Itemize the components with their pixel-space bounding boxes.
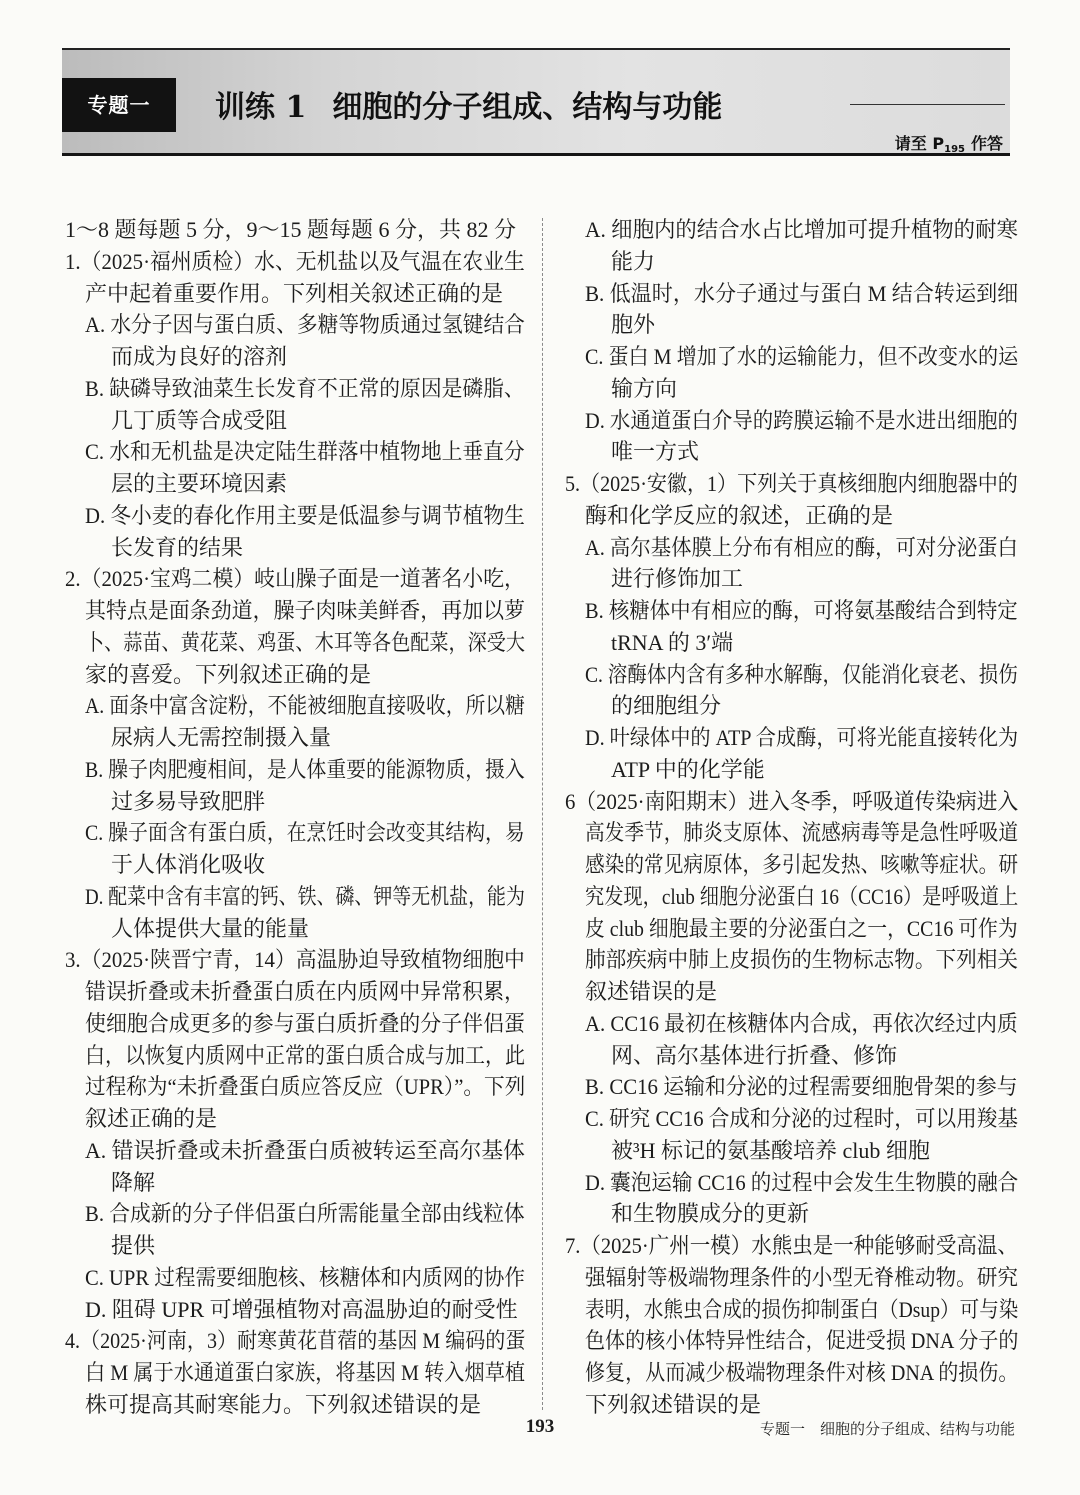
question-4-option-A-line: 能力: [611, 248, 656, 274]
question-6-stem-line: 究发现，club 细胞分泌蛋白 16（CC16）是呼吸道上: [585, 883, 1019, 909]
question-5-option-A-line: 进行修饰加工: [611, 566, 744, 592]
question-3-option-B-line: B. 合成新的分子伴侣蛋白所需能量全部由线粒体: [85, 1201, 525, 1227]
question-6-option-B-line: B. CC16 运输和分泌的过程需要细胞骨架的参与: [585, 1074, 1018, 1100]
question-6-stem-line: 感染的常见病原体，多引起发热、咳嗽等症状。研: [585, 852, 1019, 877]
question-3-option-C-line: C. UPR 过程需要细胞核、核糖体和内质网的协作: [85, 1264, 525, 1290]
question-6-stem-line: 肺部疾病中肺上皮损伤的生物标志物。下列相关: [585, 947, 1019, 973]
question-5-option-D-line: ATP 中的化学能: [611, 756, 765, 782]
question-7-stem-line: 7.（2025·广州一模）水熊虫是一种能够耐受高温、: [565, 1233, 1018, 1258]
question-4-option-D-line: 唯一方式: [611, 439, 700, 465]
question-7-stem-line: 修复，从而减少极端物理条件对核 DNA 的损伤。: [585, 1360, 1019, 1385]
answer-ref-prefix: 请至 P: [894, 134, 945, 153]
question-2-stem-line: 家的喜爱。下列叙述正确的是: [85, 661, 372, 687]
header-rule-line: [850, 104, 1005, 105]
column-divider: [542, 218, 543, 1410]
question-2-stem-line: 其特点是面条劲道，臊子肉味美鲜香，再加以萝: [85, 598, 526, 623]
question-4-option-B-line: B. 低温时，水分子通过与蛋白 M 结合转运到细: [585, 280, 1019, 306]
question-4-stem-line: 4.（2025·河南，3）耐寒黄花苜蓿的基因 M 编码的蛋: [65, 1328, 526, 1354]
question-3-option-B-line: 提供: [111, 1233, 156, 1258]
question-5-stem-line: 酶和化学反应的叙述，正确的是: [585, 502, 894, 528]
question-1-option-D-line: 长发育的结果: [111, 534, 244, 560]
question-6-option-D-line: 和生物膜成分的更新: [611, 1201, 810, 1227]
question-7-stem-line: 强辐射等极端物理条件的小型无脊椎动物。研究: [585, 1264, 1019, 1290]
question-1-option-C-line: 层的主要环境因素: [111, 471, 288, 496]
question-6-stem-line: 叙述错误的是: [585, 979, 718, 1004]
question-3-stem-line: 3.（2025·陕晋宁青，14）高温胁迫导致植物细胞中: [65, 947, 525, 973]
question-5-option-B-line: B. 核糖体中有相应的酶，可将氨基酸结合到特定: [585, 598, 1018, 623]
question-6-stem-line: 6（2025·南阳期末）进入冬季，呼吸道传染病进入: [565, 788, 1019, 814]
question-7-stem-line: 色体的核小体特异性结合，促进受损 DNA 分子的: [585, 1328, 1019, 1354]
question-4-option-D-line: D. 水通道蛋白介导的跨膜运输不是水进出细胞的: [585, 407, 1018, 433]
question-2-option-B-line: B. 臊子肉肥瘦相间，是人体重要的能源物质，摄入: [85, 756, 525, 782]
question-5-stem-line: 5.（2025·安徽，1）下列关于真核细胞内细胞器中的: [565, 471, 1018, 496]
question-2-option-D-line: D. 配菜中含有丰富的钙、铁、磷、钾等无机盐，能为: [85, 883, 525, 909]
question-5-option-B-line: tRNA 的 3′端: [611, 629, 734, 655]
question-6-stem-line: 皮 club 细胞最主要的分泌蛋白之一，CC16 可作为: [585, 915, 1018, 941]
question-1-option-C-line: C. 水和无机盐是决定陆生群落中植物地上垂直分: [85, 439, 525, 465]
question-3-stem-line: 过程称为“未折叠蛋白质应答反应（UPR）”。下列: [85, 1074, 526, 1100]
lesson-title: 细胞的分子组成、结构与功能: [332, 90, 723, 125]
question-6-stem-line: 高发季节，肺炎支原体、流感病毒等是急性呼吸道: [585, 820, 1019, 846]
question-5-option-C-line: 的细胞组分: [611, 693, 722, 719]
question-3-stem-line: 叙述正确的是: [85, 1106, 218, 1131]
question-3-stem-line: 错误折叠或未折叠蛋白质在内质网中异常积累，: [85, 979, 526, 1004]
question-4-option-B-line: 胞外: [611, 312, 656, 338]
right-column: [565, 214, 1018, 1421]
question-4-stem-line: 株可提高其耐寒能力。下列叙述错误的是: [85, 1391, 482, 1417]
question-5-option-A-line: A. 高尔基体膜上分布有相应的酶，可对分泌蛋白: [585, 534, 1018, 560]
left-column: [65, 214, 525, 1421]
question-1-option-B-line: B. 缺磷导致油菜生长发育不正常的原因是磷脂、: [85, 375, 525, 401]
question-3-option-A-line: 降解: [111, 1169, 156, 1195]
answer-ref-page: 195: [944, 144, 965, 155]
question-7-stem-line: 下列叙述错误的是: [585, 1391, 762, 1417]
question-3-stem-line: 白，以恢复内质网中正常的蛋白质合成与加工，此: [85, 1042, 526, 1068]
answer-ref-suffix: 作答: [970, 134, 1003, 153]
question-2-option-A-line: 尿病人无需控制摄入量: [111, 725, 332, 750]
question-1-option-A-line: 而成为良好的溶剂: [111, 344, 288, 369]
question-5-option-D-line: D. 叶绿体中的 ATP 合成酶，可将光能直接转化为: [585, 725, 1019, 750]
question-3-stem-line: 使细胞合成更多的参与蛋白质折叠的分子伴侣蛋: [85, 1010, 526, 1036]
answer-reference: [895, 134, 1003, 160]
question-6-option-C-line: 被³H 标记的氨基酸培养 club 细胞: [611, 1137, 930, 1163]
lesson-label: 训练 1: [215, 90, 307, 125]
question-2-option-B-line: 过多易导致肥胖: [111, 788, 266, 814]
scoring-note: 1～8 题每题 5 分，9～15 题每题 6 分，共 82 分: [65, 217, 517, 242]
running-title: 专题一 细胞的分子组成、结构与功能: [759, 1420, 1015, 1438]
question-2-option-D-line: 人体提供大量的能量: [111, 915, 310, 941]
question-4-option-C-line: C. 蛋白 M 增加了水的运输能力，但不改变水的运: [585, 344, 1019, 369]
question-3-option-A-line: A. 错误折叠或未折叠蛋白质被转运至高尔基体: [85, 1137, 525, 1163]
page-title: [215, 90, 722, 126]
question-6-option-C-line: C. 研究 CC16 合成和分泌的过程时，可以用羧基: [585, 1106, 1019, 1131]
question-2-stem-line: 2.（2025·宝鸡二模）岐山臊子面是一道著名小吃，: [65, 566, 525, 592]
question-2-option-C-line: 于人体消化吸收: [111, 852, 266, 877]
question-6-option-A-line: 网、高尔基体进行折叠、修饰: [611, 1042, 898, 1068]
question-2-stem-line: 卜、蒜苗、黄花菜、鸡蛋、木耳等各色配菜，深受大: [85, 629, 526, 655]
question-2-option-C-line: C. 臊子面含有蛋白质，在烹饪时会改变其结构，易: [85, 820, 525, 846]
question-3-option-D-line: D. 阻碍 UPR 可增强植物对高温胁迫的耐受性: [85, 1296, 518, 1322]
question-5-option-C-line: C. 溶酶体内含有多种水解酶，仅能消化衰老、损伤: [585, 661, 1018, 687]
question-4-stem-line: 白 M 属于水通道蛋白家族，将基因 M 转入烟草植: [85, 1360, 526, 1385]
question-2-option-A-line: A. 面条中富含淀粉，不能被细胞直接吸收，所以糖: [85, 693, 525, 719]
question-7-stem-line: 表明，水熊虫合成的损伤抑制蛋白（Dsup）可与染: [585, 1296, 1019, 1322]
question-6-option-A-line: A. CC16 最初在核糖体内合成，再依次经过内质: [585, 1010, 1018, 1036]
topic-tag: 专题一: [62, 78, 176, 132]
question-1-option-D-line: D. 冬小麦的春化作用主要是低温参与调节植物生: [85, 502, 525, 528]
question-1-option-A-line: A. 水分子因与蛋白质、多糖等物质通过氢键结合: [85, 312, 525, 338]
page-number: 193: [525, 1416, 555, 1437]
question-4-option-A-line: A. 细胞内的结合水占比增加可提升植物的耐寒: [585, 217, 1018, 242]
question-4-option-C-line: 输方向: [611, 375, 678, 401]
question-1-stem-line: 1.（2025·福州质检）水、无机盐以及气温在农业生: [65, 248, 525, 274]
question-1-option-B-line: 几丁质等合成受阻: [111, 407, 288, 433]
question-6-option-D-line: D. 囊泡运输 CC16 的过程中会发生生物膜的融合: [585, 1169, 1019, 1195]
question-1-stem-line: 产中起着重要作用。下列相关叙述正确的是: [85, 280, 504, 306]
header-banner: [62, 48, 1010, 156]
